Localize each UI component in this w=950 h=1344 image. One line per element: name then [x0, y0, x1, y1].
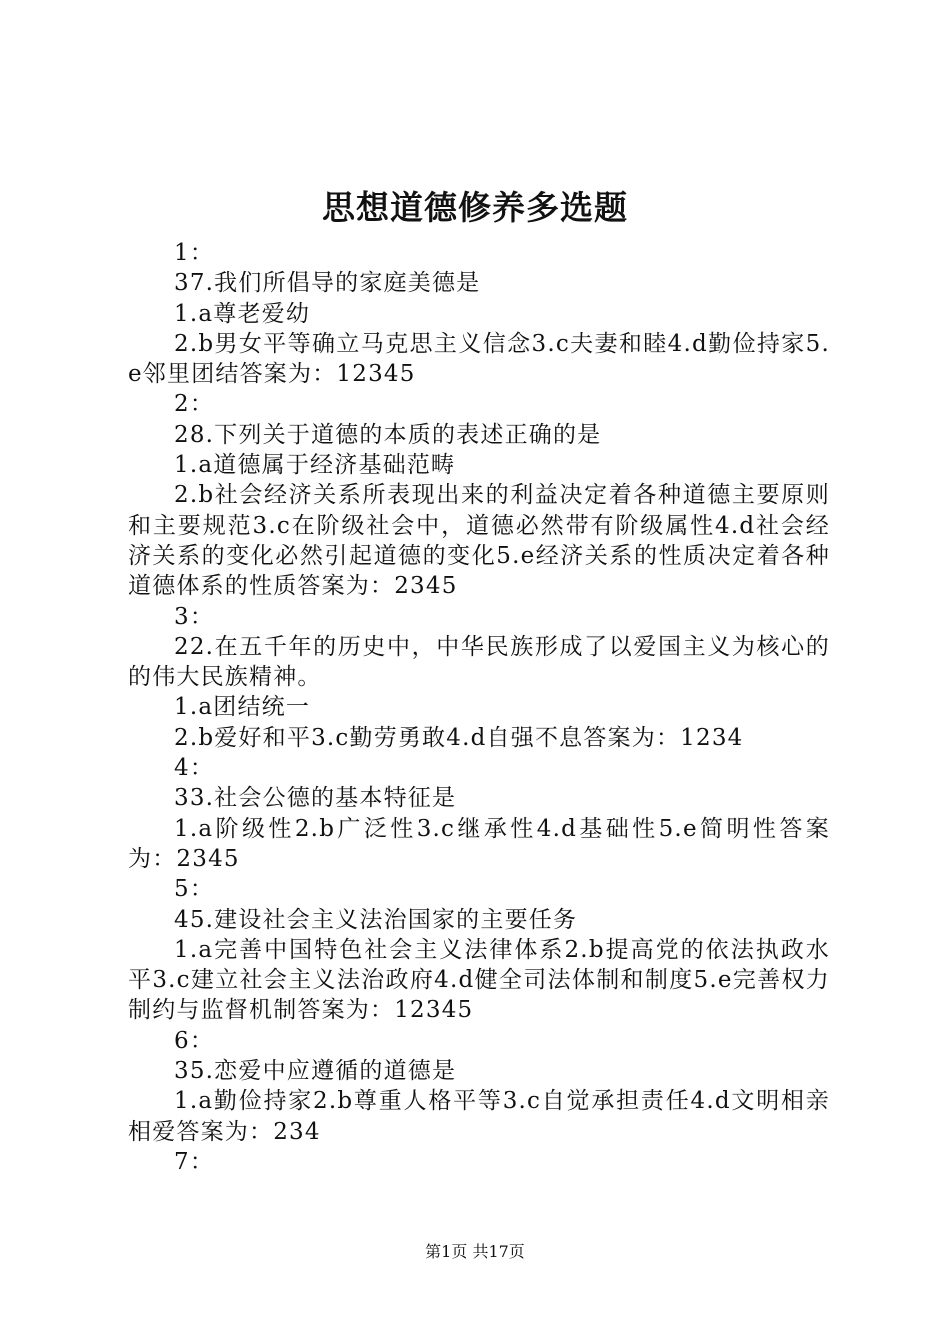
paragraph: 1.a完善中国特色社会主义法律体系2.b提高党的依法执政水平3.c建立社会主义法治政府4.d健全司法体制和制度5.e完善权力制约与监督机制答案为：12345	[128, 936, 830, 1024]
paragraph: 1.a团结统一	[174, 694, 311, 721]
paragraph: 1：	[174, 240, 215, 266]
paragraph: 37.我们所倡导的家庭美德是	[174, 270, 481, 297]
paragraph: 3：	[174, 603, 215, 630]
paragraph: 2：	[174, 391, 215, 418]
document-title: 思想道德修养多选题	[322, 188, 628, 227]
paragraph: 1.a阶级性2.b广泛性3.c继承性4.d基础性5.e简明性答案为：2345	[128, 815, 830, 872]
document-body	[128, 238, 830, 1177]
paragraph: 45.建设社会主义法治国家的主要任务	[174, 906, 578, 933]
paragraph: 2.b爱好和平3.c勤劳勇敢4.d自强不息答案为：1234	[174, 724, 744, 751]
paragraph: 6：	[174, 1027, 215, 1054]
paragraph: 35.恋爱中应遵循的道德是	[174, 1058, 457, 1085]
paragraph: 22.在五千年的历史中，中华民族形成了以爱国主义为核心的的伟大民族精神。	[128, 633, 830, 691]
paragraph: 33.社会公德的基本特征是	[174, 785, 457, 812]
paragraph: 5：	[174, 876, 215, 903]
page-footer: 第1页 共17页	[425, 1242, 525, 1261]
paragraph: 1.a道德属于经济基础范畴	[174, 452, 456, 479]
paragraph: 7：	[174, 1148, 215, 1175]
paragraph: 28.下列关于道德的本质的表述正确的是	[174, 421, 602, 448]
paragraph: 4：	[174, 755, 215, 782]
paragraph: 1.a尊老爱幼	[174, 300, 311, 327]
paragraph: 2.b男女平等确立马克思主义信念3.c夫妻和睦4.d勤俭持家5.e邻里团结答案为：12345	[128, 330, 830, 388]
paragraph: 2.b社会经济关系所表现出来的利益决定着各种道德主要原则和主要规范3.c在阶级社会中，道德必然带有阶级属性4.d社会经济关系的变化必然引起道德的变化5.e经济关系的性质决定着各种道德体系的性质答案为：2345	[128, 482, 830, 600]
paragraph: 1.a勤俭持家2.b尊重人格平等3.c自觉承担责任4.d文明相亲相爱答案为：234	[128, 1088, 830, 1145]
